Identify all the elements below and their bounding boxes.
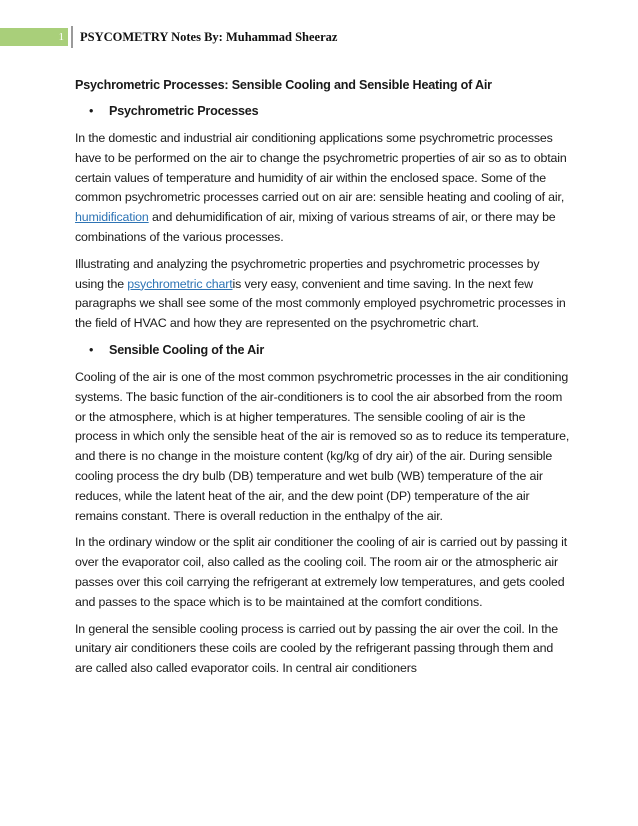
paragraph: In the ordinary window or the split air conditioner the cooling of air is carried out by passing it over the evaporator coil, also called as the cooling coil. The room air or the atmospheric air passes over this coil carrying the refrigerant at extremely low temperatures, and gets cooled and passes to the space which is to be maintained at the comfort conditions. — [75, 535, 568, 609]
psychrometric-chart-link[interactable]: psychrometric chart — [127, 276, 233, 291]
humidification-link[interactable]: humidification — [75, 210, 149, 225]
page-number: 1 — [0, 28, 68, 46]
section-heading-text: Psychrometric Processes — [109, 104, 259, 118]
paragraph — [75, 129, 571, 248]
document-title: Psychrometric Processes: Sensible Cooling and Sensible Heating of Air — [75, 78, 492, 92]
bullet-icon: • — [89, 104, 94, 118]
paragraph: Cooling of the air is one of the most common psychrometric processes in the air conditioning systems. The basic function of the air-conditioners is to cool the air absorbed from the room or the atmosphere, which is at higher temperatures. The sensible cooling of air is the process in which only the sensible heat of the air is removed so as to reduce its temperature, and there is no change in the moisture content (kg/kg of dry air) of the air. During sensible cooling process the dry bulb (DB) temperature and wet bulb (WB) temperature of the air reduces, while the latent heat of the air, and the dew point (DP) temperature of the air remains constant. There is overall reduction in the enthalpy of the air. — [75, 369, 570, 523]
paragraph — [75, 255, 571, 334]
page-header — [0, 26, 638, 48]
paragraph-text: In the domestic and industrial air conditioning applications some psychrometric processes have to be performed on the air to change the psychrometric properties of air so as to obtain certain values of temperature and humidity of air within the enclosed space. Some of the common psychrometric processes carried out on air are: sensible heating and cooling of air, — [75, 131, 567, 205]
paragraph-text: is very easy, convenient and time saving. In the next few paragraphs we shall see some of the most commonly employed psychrometric processes in the field of HVAC and how they are represented on the psychrometric chart. — [75, 276, 566, 331]
document-body — [75, 76, 571, 686]
section-heading-text: Sensible Cooling of the Air — [109, 342, 265, 357]
paragraph-text: and dehumidification of air, mixing of various streams of air, or there may be combinations of the various processes. — [75, 210, 556, 244]
paragraph: In general the sensible cooling process is carried out by passing the air over the coil. In the unitary air conditioners these coils are cooled by the refrigerant passing through them and are called also called evaporator coils. In central air conditioners — [75, 621, 559, 676]
bullet-icon: • — [89, 342, 94, 357]
paragraph-text: Illustrating and analyzing the psychrometric properties and psychrometric processes by using the — [75, 256, 540, 291]
header-divider — [71, 26, 73, 48]
section-heading-sensible-cooling — [75, 341, 571, 359]
section-heading-psychrometric-processes — [75, 102, 571, 120]
header-title: PSYCOMETRY Notes By: Muhammad Sheeraz — [80, 30, 338, 44]
